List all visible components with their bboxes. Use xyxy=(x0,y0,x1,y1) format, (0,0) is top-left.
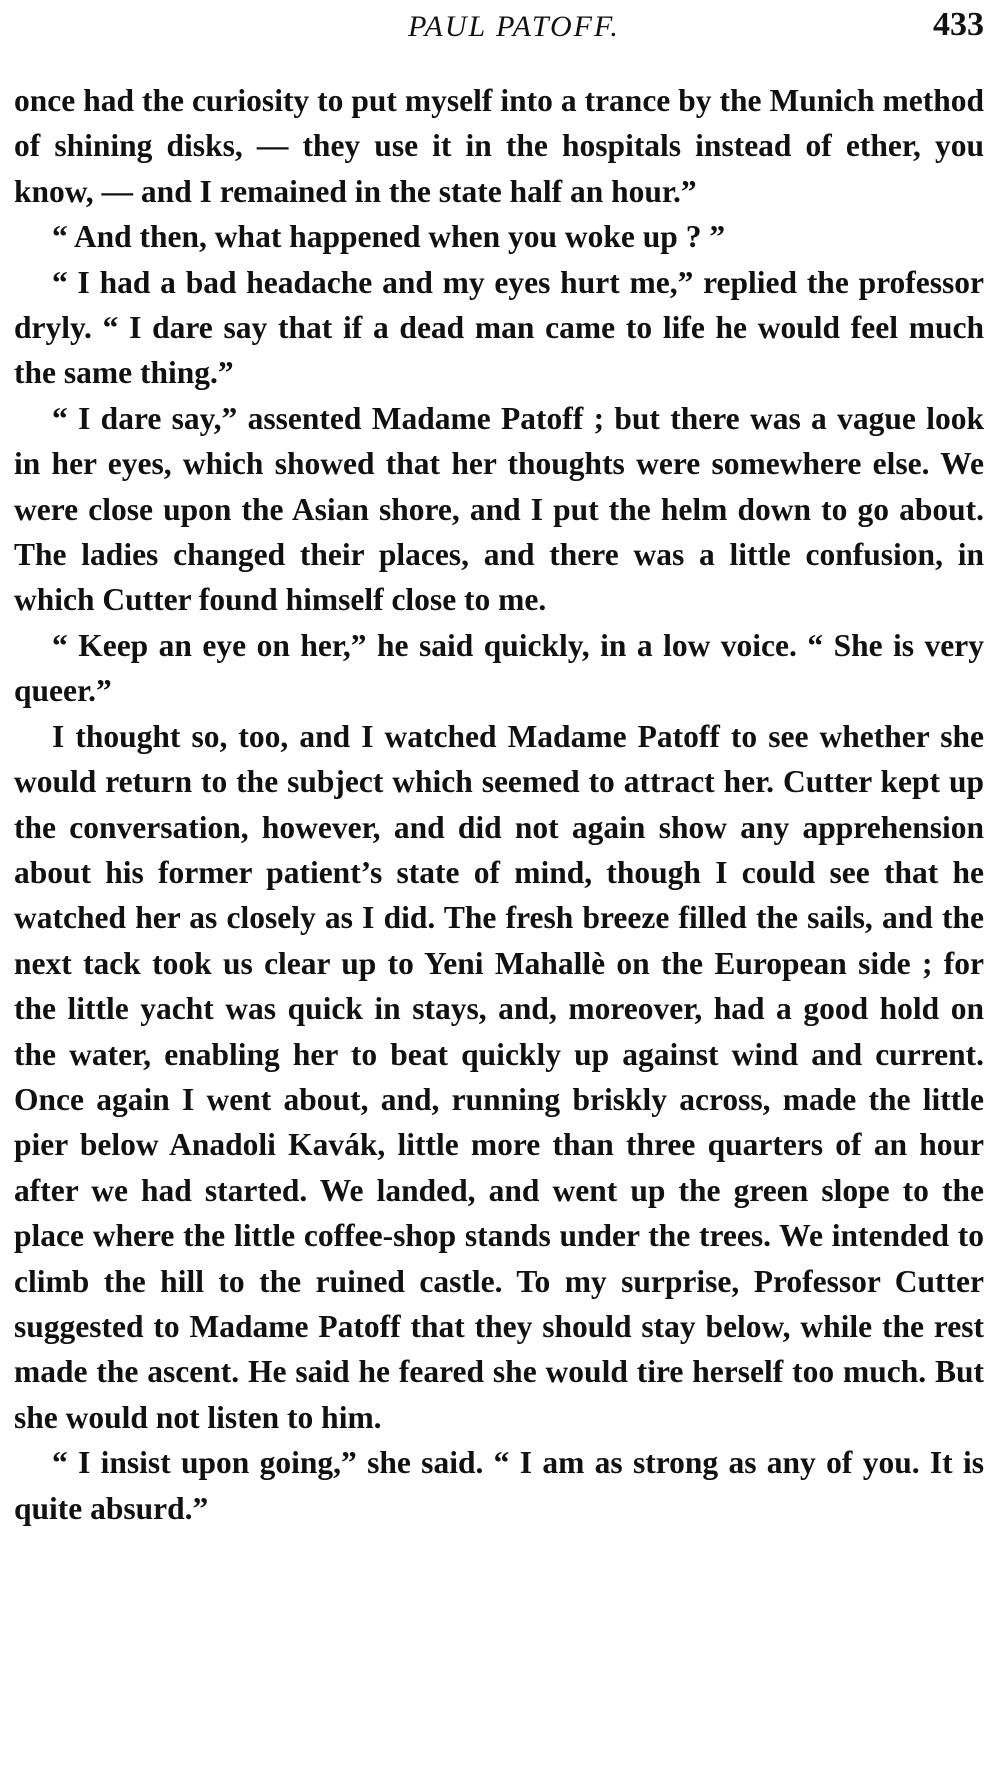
running-title: PAUL PATOFF. xyxy=(408,10,620,43)
page-number: 433 xyxy=(933,6,984,43)
paragraph: “ Keep an eye on her,” he said quickly, in a low voice. “ She is very queer.” xyxy=(14,627,984,709)
paragraph: once had the curiosity to put myself into a trance by the Munich method of shining disks, — they use it in the hospitals instead of ether, you know, — and I remained in the state half an hour.” xyxy=(14,83,984,209)
paragraph: I thought so, too, and I watched Madame Patoff to see whether she would return to the subject which seemed to attract her. Cutter kept up the conversation, however, and did not again show any apprehension about his former patient’s state of mind, though I could see that he watched her as closely as I did. The fresh breeze filled the sails, and the next tack took us clear up to Yeni Mahallè on the European side ; for the little yacht was quick in stays, and, moreover, had a good hold on the water, enabling her to beat quickly up against wind and current. Once again I went about, and, running briskly across, made the little pier below Anadoli Kavák, little more than three quarters of an hour after we had started. We landed, and went up the green slope to the place where the little coffee-shop stands under the trees. We intended to climb the hill to the ruined castle. To my surprise, Professor Cutter suggested to Madame Patoff that they should stay below, while the rest made the ascent. He said he feared she would tire herself too much. But she would not listen to him. xyxy=(14,718,984,1435)
paragraph: “ And then, what happened when you woke up ? ” xyxy=(52,219,726,255)
book-page xyxy=(14,0,984,1526)
paragraph: “ I had a bad headache and my eyes hurt me,” replied the professor dryly. “ I dare say that if a dead man came to life he would feel much the same thing.” xyxy=(14,264,984,391)
paragraph: “ I insist upon going,” she said. “ I am as strong as any of you. It is quite absurd.” xyxy=(14,1445,984,1526)
page-header xyxy=(14,0,984,56)
body-text xyxy=(14,78,984,1531)
paragraph: “ I dare say,” assented Madame Patoff ; but there was a vague look in her eyes, which showed that her thoughts were somewhere else. We were close upon the Asian shore, and I put the helm down to go about. The ladies changed their places, and there was a little confusion, in which Cutter found himself close to me. xyxy=(14,400,984,618)
